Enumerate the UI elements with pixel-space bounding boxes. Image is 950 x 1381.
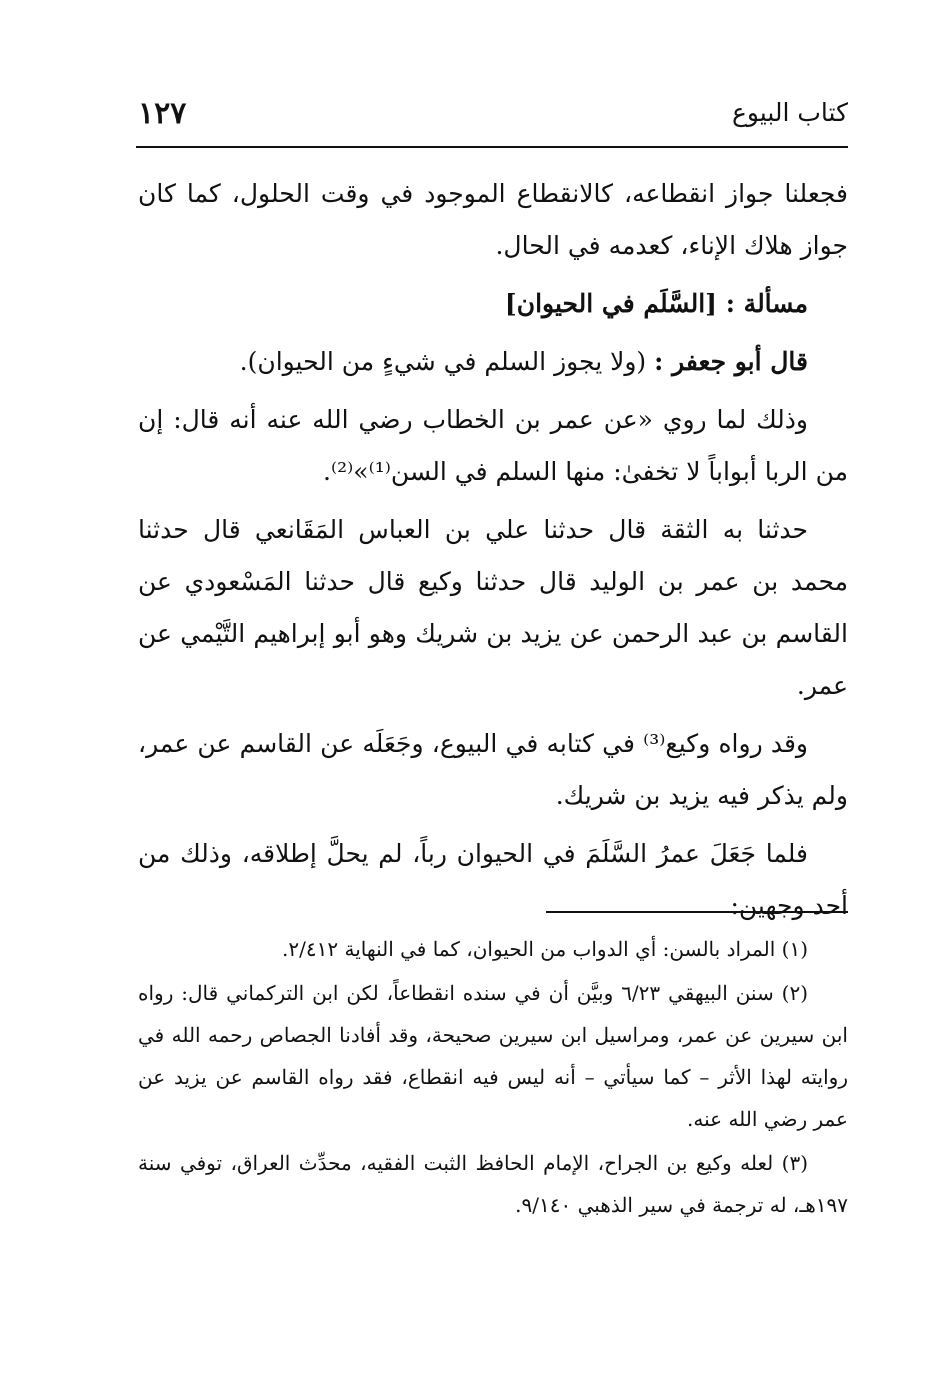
running-title: كتاب البيوع: [731, 98, 848, 127]
page-header: [138, 98, 848, 146]
quote-text: (ولا يجوز السلم في شيءٍ من الحيوان).: [239, 347, 647, 376]
main-text: [138, 168, 848, 938]
page-number: ١٢٧: [138, 96, 187, 131]
footnote-separator: [546, 911, 848, 913]
footnote-1: (١) المراد بالسن: أي الدواب من الحيوان، كما في النهاية ٢/٤١٢.: [282, 937, 808, 961]
header-rule: [136, 146, 848, 148]
paragraph-conclusion: فلما جَعَلَ عمرُ السَّلَمَ في الحيوان رباً، لم يحلَّ إطلاقه، وذلك من أحد وجهين:: [138, 839, 848, 920]
heading-label: مسألة :: [725, 289, 808, 318]
paragraph-quote: [138, 336, 848, 388]
paragraph-intro: فجعلنا جواز انقطاعه، كالانقطاع الموجود في وقت الحلول، كما كان جواز هلاك الإناء، كعدمه في الحال.: [138, 179, 848, 260]
footnotes: [138, 928, 848, 1228]
paragraph-waki: وقد رواه وكيع⁽³⁾ في كتابه في البيوع، وجَعَلَه عن القاسم عن عمر، ولم يذكر فيه يزيد بن شريك.: [138, 729, 848, 810]
heading-title: [السَّلَم في الحيوان]: [504, 289, 718, 318]
section-heading: [138, 278, 848, 330]
footnote-3: (٣) لعله وكيع بن الجراح، الإمام الحافظ الثبت الفقيه، محدِّث العراق، توفي سنة ١٩٧هـ، له ترجمة في سير الذهبي ٩/١٤٠.: [138, 1151, 848, 1217]
speaker-label: قال أبو جعفر :: [654, 347, 808, 376]
paragraph-isnad: حدثنا به الثقة قال حدثنا علي بن العباس المَقَانعي قال حدثنا محمد بن عمر بن الوليد قال حدثنا وكيع قال حدثنا المَسْعودي عن القاسم بن عبد الرحمن عن يزيد بن شريك وهو أبو إبراهيم التَّيْمي عن عمر.: [138, 515, 848, 700]
paragraph-narration: وذلك لما روي «عن عمر بن الخطاب رضي الله عنه أنه قال: إن من الربا أبواباً لا تخفىٰ: منها السلم في السن⁽¹⁾»⁽²⁾.: [138, 405, 848, 486]
footnote-2: (٢) سنن البيهقي ٦/٢٣ وبيَّن أن في سنده انقطاعاً، لكن ابن التركماني قال: رواه ابن سيرين عن عمر، ومراسيل ابن سيرين صحيحة، وقد أفادنا الجصاص رحمه الله في روايته لهذا الأثر – كما سيأتي – أنه ليس فيه انقطاع، فقد رواه القاسم عن يزيد عن عمر رضي الله عنه.: [138, 981, 848, 1131]
